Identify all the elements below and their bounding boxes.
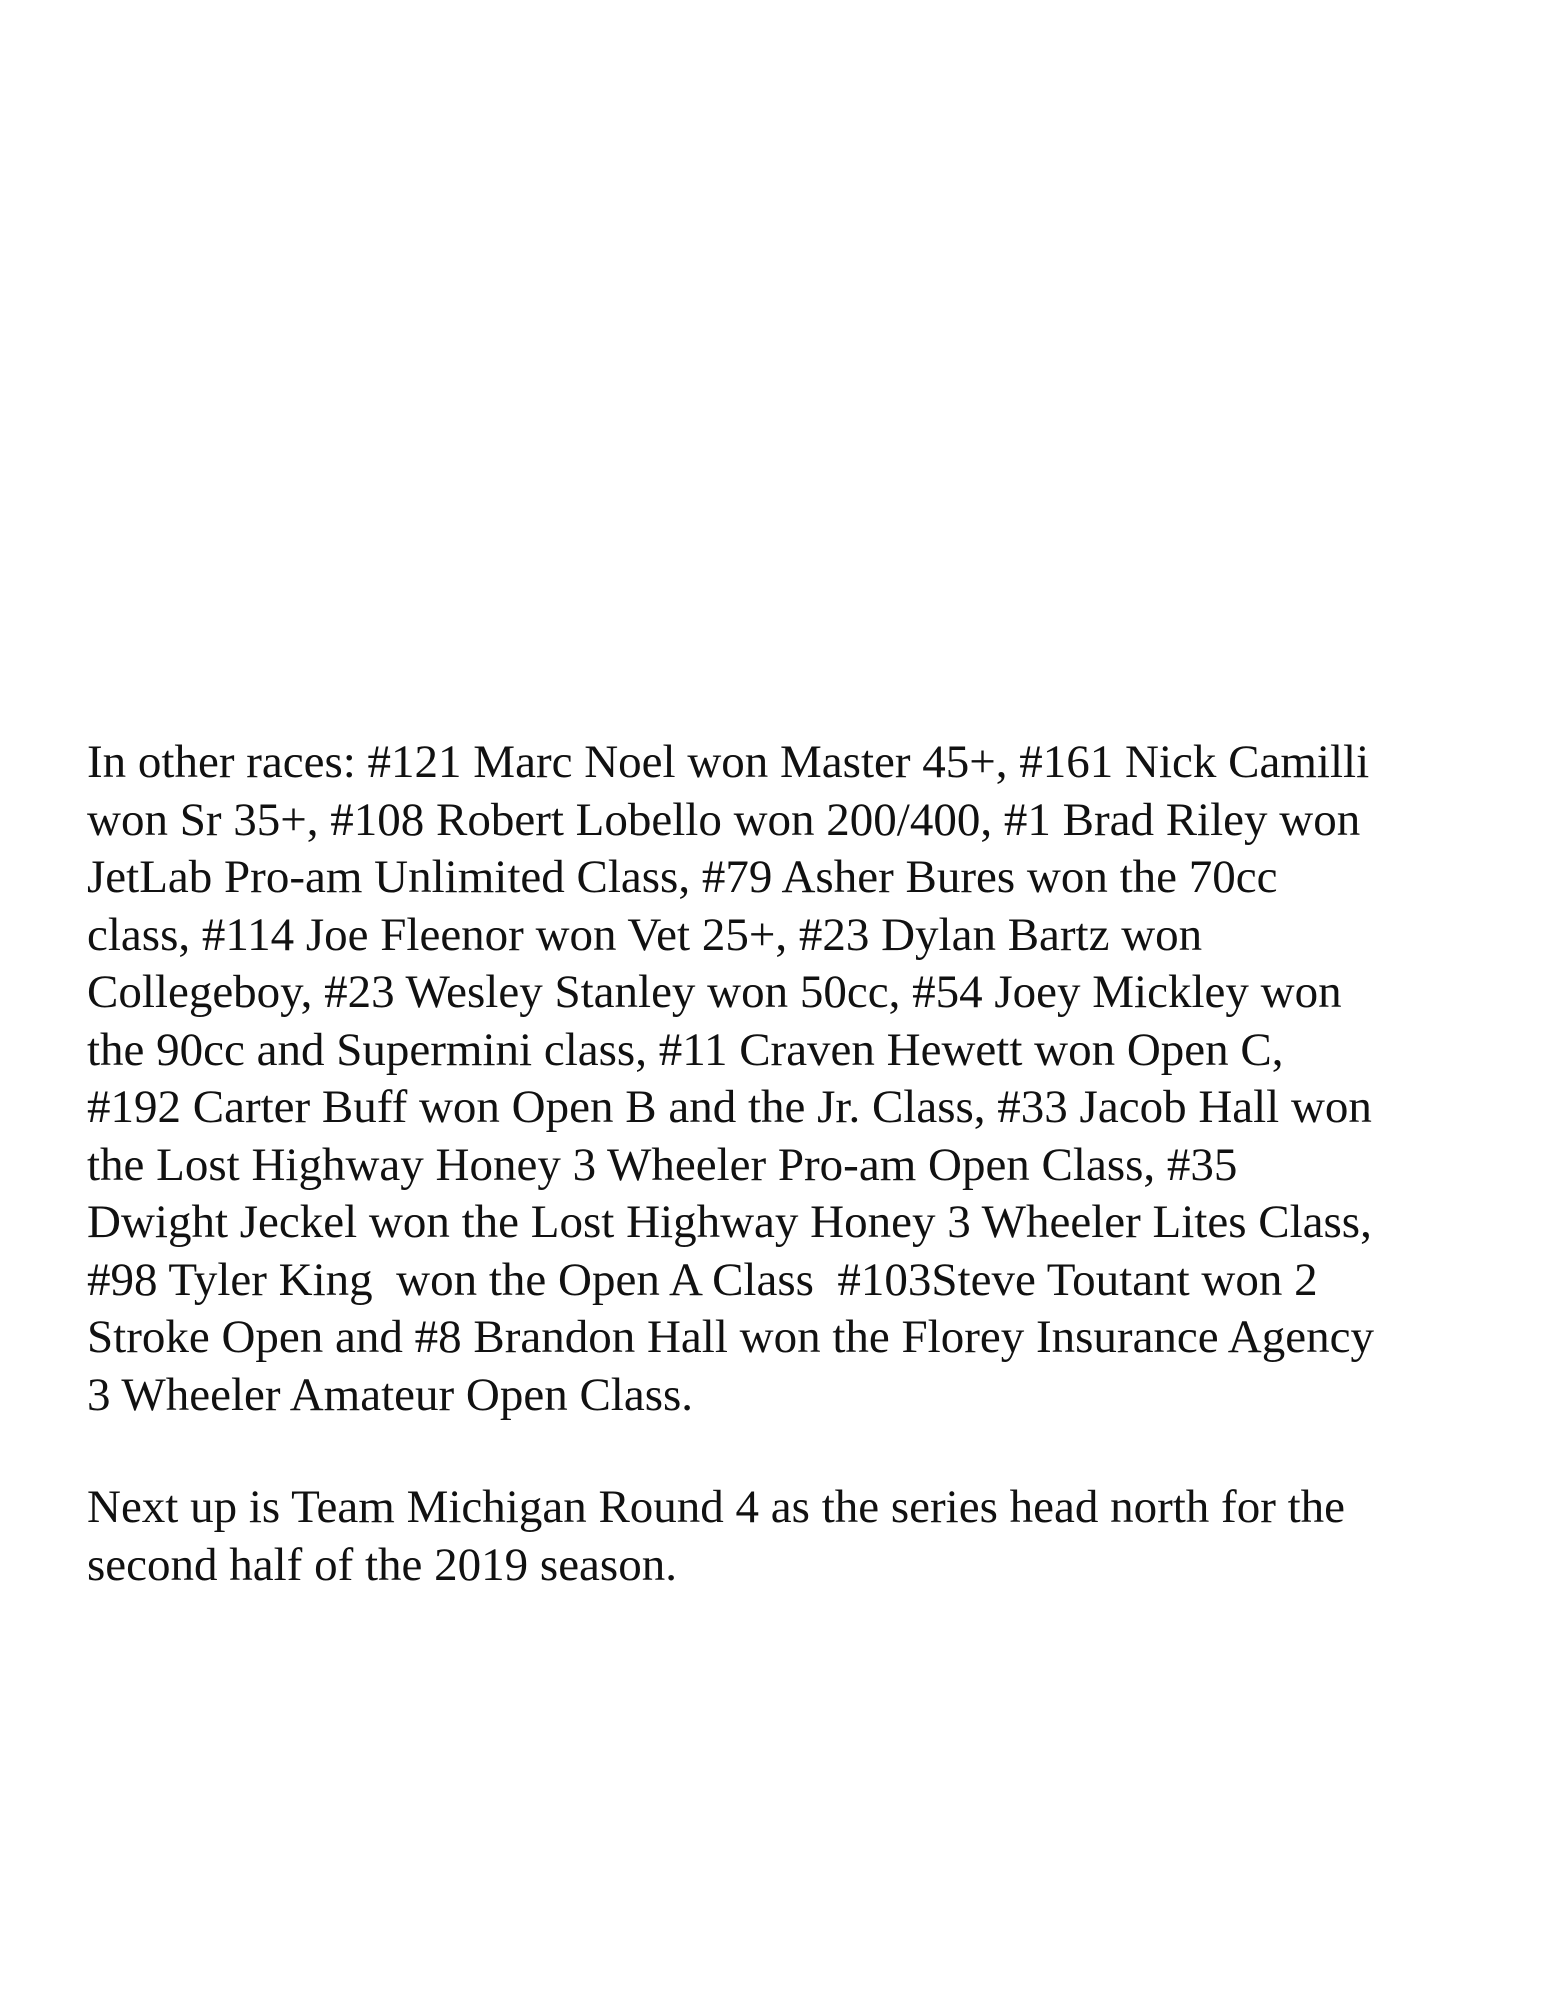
text-line: In other races: #121 Marc Noel won Master 45+, #161 Nick Camilli [87, 736, 1370, 788]
text-line: second half of the 2019 season. [87, 1538, 677, 1591]
text-line: 3 Wheeler Amateur Open Class. [87, 1368, 694, 1421]
text-line: the 90cc and Supermini class, #11 Craven Hewett won Open C, [87, 1023, 1284, 1076]
text-line: Next up is Team Michigan Round 4 as the series head north for the [87, 1481, 1346, 1533]
next-event-paragraph [87, 1479, 1345, 1594]
text-line: #192 Carter Buff won Open B and the Jr. Class, #33 Jacob Hall won [87, 1081, 1372, 1133]
text-line: Collegeboy, #23 Wesley Stanley won 50cc, #54 Joey Mickley won [87, 966, 1342, 1018]
text-line: won Sr 35+, #108 Robert Lobello won 200/400, #1 Brad Riley won [87, 793, 1361, 846]
text-line: the Lost Highway Honey 3 Wheeler Pro-am Open Class, #35 [87, 1138, 1238, 1191]
text-line: class, #114 Joe Fleenor won Vet 25+, #23 Dylan Bartz won [87, 908, 1203, 961]
text-line: JetLab Pro-am Unlimited Class, #79 Asher Bures won the 70cc [87, 851, 1278, 903]
text-line: Dwight Jeckel won the Lost Highway Honey 3 Wheeler Lites Class, [87, 1196, 1372, 1248]
text-line: #98 Tyler King won the Open A Class #103Steve Toutant won 2 [87, 1253, 1318, 1306]
text-line: Stroke Open and #8 Brandon Hall won the Florey Insurance Agency [87, 1311, 1374, 1363]
race-results-paragraph [87, 734, 1374, 1424]
